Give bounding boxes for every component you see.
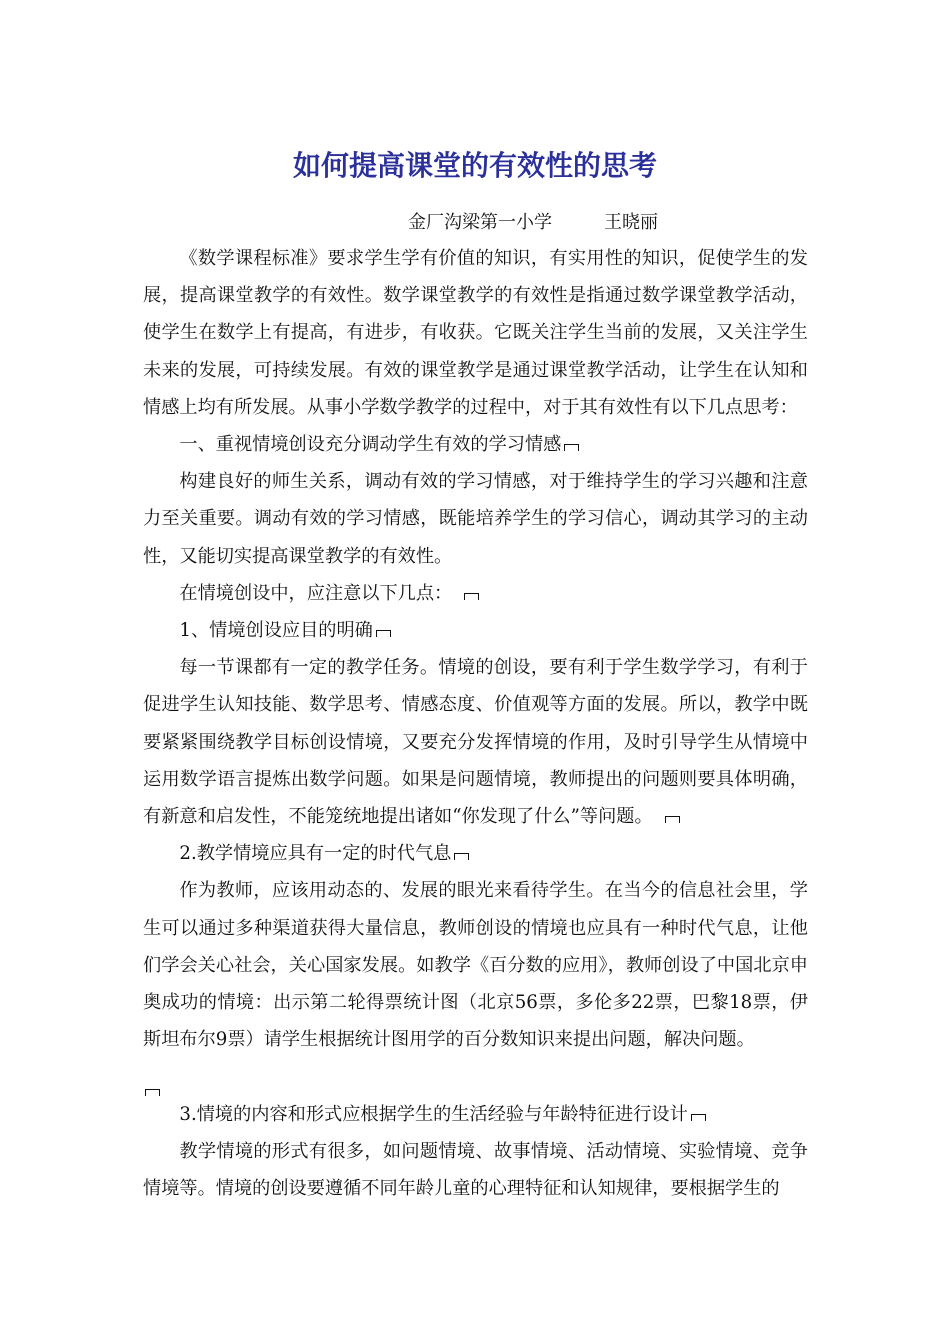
paragraph-mark-icon (464, 593, 479, 600)
subheading-1: 1、情境创设应目的明确 (143, 612, 808, 649)
paragraph-mark-icon (691, 1114, 706, 1121)
section-heading-1: 一、重视情境创设充分调动学生有效的学习情感 (143, 426, 808, 463)
paragraph-intro: 《数学课程标准》要求学生学有价值的知识，有实用性的知识，促使学生的发展，提高课堂教学的有效性。数学课堂教学的有效性是指通过数学课堂教学活动，使学生在数学上有提高，有进步，有收获。它既关注学生当前的发展，又关注学生未来的发展，可持续发展。有效的课堂教学是通过课堂教学活动，让学生在认知和情感上均有所发展。从事小学数学教学的过程中，对于其有效性有以下几点思考： (143, 248, 808, 418)
paragraph-mark-icon (454, 853, 469, 860)
paragraph-points-intro: 在情境创设中，应注意以下几点： (143, 575, 808, 612)
paragraph-mark-icon (665, 816, 680, 823)
page-title: 如何提高课堂的有效性的思考 (292, 149, 657, 182)
document-body (143, 240, 808, 1207)
subheading-3: 3.情境的内容和形式应根据学生的生活经验与年龄特征进行设计 (143, 1096, 808, 1133)
school-name: 金厂沟梁第一小学 (408, 212, 552, 233)
author-name: 王晓丽 (604, 212, 658, 233)
paragraph-mark-icon (145, 1089, 160, 1096)
byline (408, 210, 658, 236)
paragraph-mark-icon (376, 630, 391, 637)
paragraph-era: 作为教师，应该用动态的、发展的眼光来看待学生。在当今的信息社会里，学生可以通过多种渠道获得大量信息，教师创设的情境也应具有一种时代气息，让他们学会关心社会，关心国家发展。如教学《百分数的应用》，教师创设了中国北京申奥成功的情境：出示第二轮得票统计图（北京56票，多伦多22票，巴黎18票，伊斯坦布尔9票）请学生根据统计图用学的百分数知识来提出问题，解决问题。 (143, 880, 808, 1051)
paragraph-relationship: 构建良好的师生关系，调动有效的学习情感，对于维持学生的学习兴趣和注意力至关重要。调动有效的学习情感，既能培养学生的学习信心，调动其学习的主动性，又能切实提高课堂教学的有效性。 (143, 471, 808, 567)
paragraph-mark-icon (564, 444, 579, 451)
paragraph-mark-line (143, 1058, 808, 1095)
paragraph-forms: 教学情境的形式有很多，如问题情境、故事情境、活动情境、实验情境、竞争情境等。情境的创设要遵循不同年龄儿童的心理特征和认知规律，要根据学生的 (143, 1140, 808, 1200)
subheading-2: 2.教学情境应具有一定的时代气息 (143, 835, 808, 872)
paragraph-purpose: 每一节课都有一定的教学任务。情境的创设，要有利于学生数学学习，有利于促进学生认知技能、数学思考、情感态度、价值观等方面的发展。所以，教学中既要紧紧围绕教学目标创设情境，又要充分发挥情境的作用，及时引导学生从情境中运用数学语言提炼出数学问题。如果是问题情境，教师提出的问题则要具体明确，有新意和启发性，不能笼统地提出诸如“你发现了什么”等问题。 (143, 657, 808, 828)
